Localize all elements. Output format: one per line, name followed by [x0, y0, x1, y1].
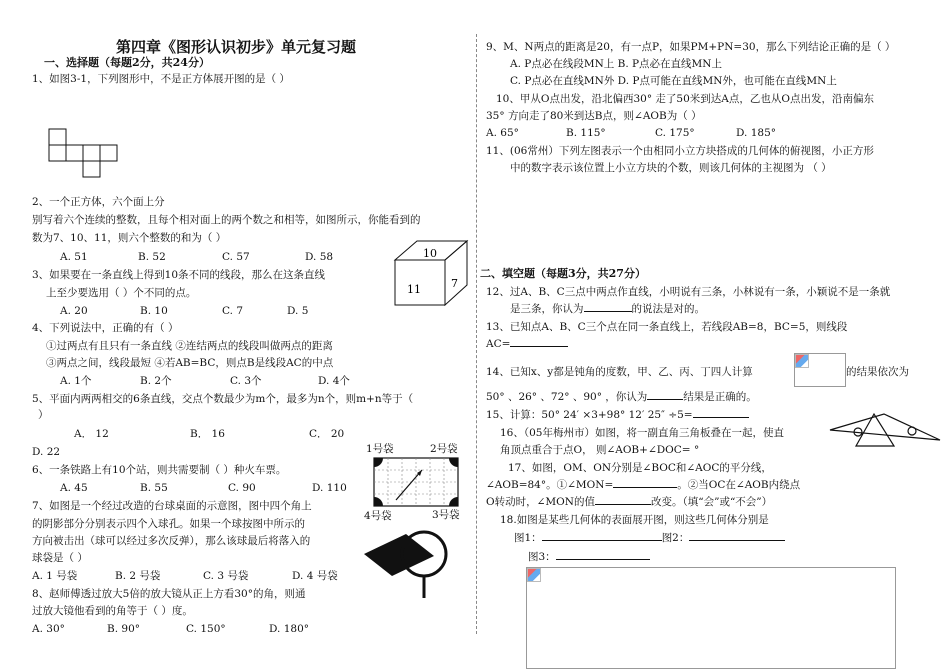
- q5-option-c: C． 20: [309, 428, 345, 440]
- q5-line1: 5、平面内两两相交的6条直线，交点个数最少为m个，最多为n个，则m+n等于（: [32, 393, 414, 405]
- q13-line2: [486, 337, 568, 351]
- q18-nets-image: [526, 567, 896, 669]
- q9-line3: C. P点必在直线MN外 D. P点可能在直线MN外，也可能在直线MN上: [510, 75, 837, 87]
- q17-change-blank[interactable]: [595, 504, 651, 505]
- q18-line1: 18.如图是某些几何体的表面展开图，则这些几何体分别是: [500, 514, 769, 526]
- q12-line2-start: 是三条，你认为: [510, 303, 584, 315]
- pocket-2-label: 2号袋: [430, 443, 458, 455]
- pocket-4-label: 4号袋: [364, 510, 392, 522]
- cube-figure: [393, 239, 471, 307]
- q9-line2: A. P点必在线段MN上 B. P点必在直线MN上: [510, 58, 722, 70]
- q18-fig3-blank[interactable]: [556, 559, 650, 560]
- q1-text: 1、如图3-1，下列图形中，不是正方体展开图的是（ ）: [32, 73, 290, 85]
- q2-line2: 别写着六个连续的整数，且每个相对面上的两个数之和相等，如图所示，你能看到的: [32, 214, 421, 226]
- q8-option-d: D. 180°: [269, 623, 310, 635]
- q12-line1: 12、过A、B、C三点中两点作直线，小明说有三条，小林说有一条，小颖说不是一条就: [486, 286, 891, 298]
- q18-fig3-line: [528, 550, 650, 564]
- broken-image-icon: [527, 568, 541, 582]
- q3-line2: 上至少要选用（ ）个不同的点。: [46, 287, 197, 299]
- q2-option-d: D. 58: [305, 251, 334, 263]
- q14-line2: [486, 390, 757, 404]
- q5-option-b: B． 16: [190, 428, 225, 440]
- q17-line3-end: 改变。（填“会”或“不会”）: [650, 496, 773, 508]
- magnifier-figure: [362, 528, 468, 600]
- q7-option-a: A. 1 号袋: [32, 570, 78, 582]
- q2-line3: 数为7、10、11，则六个整数的和为（ ）: [32, 232, 227, 244]
- q17-mon-blank[interactable]: [613, 487, 677, 488]
- q3-option-b: B. 10: [140, 305, 168, 317]
- q18-fig3-label: 图3：: [528, 551, 556, 563]
- q4-line2: ①过两点有且只有一条直线 ②连结两点的线段叫做两点的距离: [46, 340, 333, 352]
- q14-line2-start: 50° 、26° 、72° 、90° ，你认为: [486, 391, 648, 403]
- q17-line1: 17、如图，OM、ON分别是∠BOC和∠AOC的平分线，: [508, 462, 772, 474]
- broken-image-icon: [795, 354, 809, 368]
- q13-answer-blank[interactable]: [510, 346, 568, 347]
- q3-option-a: A. 20: [60, 305, 88, 317]
- q4-option-d: D. 4个: [318, 375, 350, 387]
- cube-side-number: 7: [451, 277, 458, 290]
- q3-option-d: D. 5: [287, 305, 309, 317]
- q7-line4: 球袋是（ ）: [32, 552, 88, 564]
- q2-option-a: A. 51: [60, 251, 88, 263]
- page-title: 第四章《图形认识初步》单元复习题: [116, 38, 357, 56]
- q5-line2: ）: [38, 409, 49, 421]
- q12-answer-blank[interactable]: [584, 311, 632, 312]
- q7-option-d: D. 4 号袋: [292, 570, 338, 582]
- q5-option-d: D. 22: [32, 446, 61, 458]
- q6-line1: 6、一条铁路上有10个站，则共需要制（ ）种火车票。: [32, 464, 287, 476]
- q4-line1: 4、下列说法中，正确的有（ ）: [32, 322, 179, 334]
- pocket-3-label: 3号袋: [432, 509, 460, 521]
- q6-option-c: C. 90: [228, 482, 256, 494]
- q8-option-c: C. 150°: [186, 623, 226, 635]
- q14-line2-end: 结果是正确的。: [683, 391, 757, 403]
- q10-option-b: B. 115°: [566, 127, 606, 139]
- q15-text: 15、计算：50° 24′ ×3+98° 12′ 25″ ÷5=: [486, 409, 693, 421]
- q2-line1: 2、一个正方体，六个面上分: [32, 196, 165, 208]
- q10-line1: 10、甲从O点出发，沿北偏西30° 走了50米到达A点，乙也从O点出发，沿南偏东: [496, 93, 874, 105]
- q11-line1: 11、(06常州）下列左图表示一个由相同小立方块搭成的几何体的俯视图，小正方形: [486, 145, 874, 157]
- cube-front-number: 11: [407, 283, 421, 296]
- q15: [486, 408, 749, 422]
- q14-line1-end: 的结果依次为: [846, 366, 909, 378]
- q18-fig1-label: 图1：: [514, 532, 542, 544]
- q9-line1: 9、M、N两点的距离是20，有一点P，如果PM+PN=30，那么下列结论正确的是（ ）: [486, 41, 896, 53]
- triangle-rulers-figure: [828, 412, 944, 448]
- q12-line2: [510, 302, 705, 316]
- q11-line2: 中的数字表示该位置上小立方块的个数，则该几何体的主视图为 （ ）: [510, 162, 832, 174]
- right-column: [480, 0, 950, 672]
- q18-fig1-blank[interactable]: [542, 540, 662, 541]
- q16-line2: 角顶点重合于点O， 则∠AOB+∠DOC= °: [500, 444, 700, 456]
- q7-option-b: B. 2 号袋: [115, 570, 161, 582]
- q8-option-b: B. 90°: [107, 623, 141, 635]
- q7-line3: 方向被击出（球可以经过多次反弹），那么该球最后将落入的: [32, 535, 311, 547]
- section-choice-heading: 一、选择题（每题2分，共24分）: [44, 56, 210, 69]
- q17-line2: [486, 478, 800, 492]
- q10-option-d: D. 185°: [736, 127, 777, 139]
- q17-line2-start: ∠AOB=84°。①∠MON=: [486, 479, 614, 491]
- q13-line2-start: AC=: [486, 338, 511, 350]
- q10-option-c: C. 175°: [655, 127, 695, 139]
- q3-line1: 3、如果要在一条直线上得到10条不同的线段，那么在这条直线: [32, 269, 326, 281]
- q7-option-c: C. 3 号袋: [203, 570, 249, 582]
- q8-line2: 过放大镜他看到的角等于（ ）度。: [32, 605, 193, 617]
- q12-line2-end: 的说法是对的。: [631, 303, 705, 315]
- section-fill-heading: 二、填空题（每题3分，共27分）: [480, 267, 646, 280]
- q10-line2: 35° 方向走了80米到达B点，则∠AOB为（ ）: [486, 110, 702, 122]
- q2-option-c: C. 57: [222, 251, 250, 263]
- q4-option-b: B. 2个: [140, 375, 172, 387]
- q17-line2-end: 。②当OC在∠AOB内绕点: [677, 479, 801, 491]
- q6-option-a: A. 45: [60, 482, 88, 494]
- cube-net-figure: [48, 128, 120, 178]
- q14-answer-blank[interactable]: [647, 399, 683, 400]
- billiard-table-figure: [372, 456, 460, 508]
- q15-answer-blank[interactable]: [693, 417, 749, 418]
- q17-line3-start: O转动时，∠MON的值: [486, 496, 595, 508]
- q8-option-a: A. 30°: [32, 623, 65, 635]
- q2-option-b: B. 52: [138, 251, 166, 263]
- cube-top-number: 10: [423, 247, 437, 260]
- q14-line1-start: 14、已知x、y都是钝角的度数，甲、乙、丙、丁四人计算: [486, 366, 753, 378]
- q4-line3: ③两点之间，线段最短 ④若AB=BC，则点B是线段AC的中点: [46, 357, 334, 369]
- q3-option-c: C. 7: [222, 305, 244, 317]
- q17-line3: [486, 495, 772, 509]
- q4-option-a: A. 1个: [60, 375, 92, 387]
- q18-figures-line: [514, 531, 785, 545]
- q10-option-a: A. 65°: [486, 127, 519, 139]
- q6-option-b: B. 55: [140, 482, 168, 494]
- q4-option-c: C. 3个: [230, 375, 262, 387]
- q18-fig2-label: 图2：: [661, 532, 690, 544]
- q7-line1: 7、如图是一个经过改造的台球桌面的示意图，图中四个角上: [32, 500, 312, 512]
- pocket-1-label: 1号袋: [366, 443, 394, 455]
- q18-fig2-blank[interactable]: [689, 540, 785, 541]
- q5-option-a: A． 12: [74, 428, 109, 440]
- q16-line1: 16、（05年梅州市）如图，将一副直角三角板叠在一起，使直: [500, 427, 784, 439]
- q6-option-d: D. 110: [312, 482, 347, 494]
- q8-line1: 8、赵师傅透过放大5倍的放大镜从正上方看30°的角，则通: [32, 588, 306, 600]
- q7-line2: 的阴影部分分别表示四个入球孔。如果一个球按图中所示的: [32, 518, 305, 530]
- q13-line1: 13、已知点A、B、C三个点在同一条直线上，若线段AB=8，BC=5，则线段: [486, 321, 848, 333]
